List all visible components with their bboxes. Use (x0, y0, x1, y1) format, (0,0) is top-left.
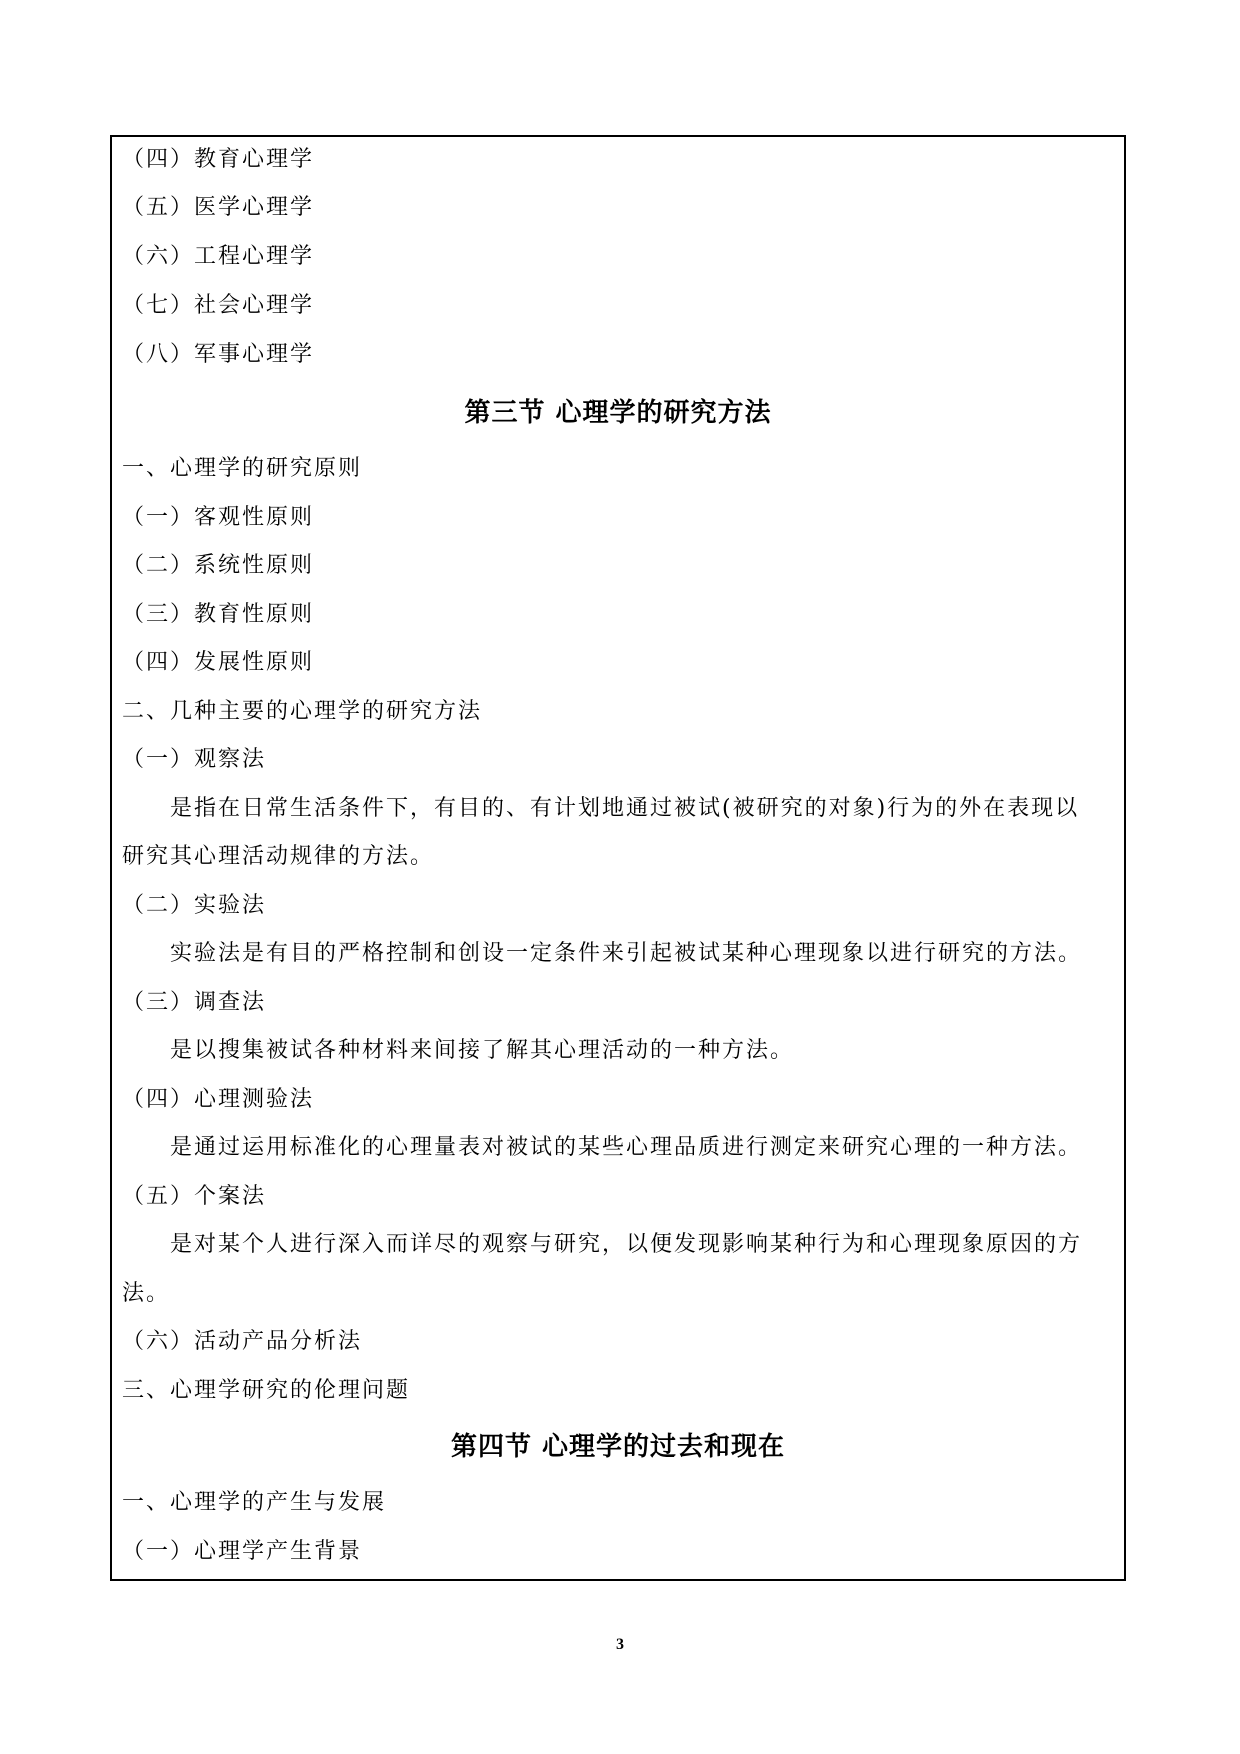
subsection-item: （八）军事心理学 (122, 342, 315, 367)
page-number: 3 (616, 1636, 624, 1653)
paragraph-text: 是指在日常生活条件下，有目的、有计划地通过被试(被研究的对象)行为的外在表现以 (170, 796, 1080, 821)
subsection-item: （二）实验法 (122, 893, 267, 918)
subsection-item: （七）社会心理学 (122, 293, 315, 318)
topic-heading: 三、心理学研究的伦理问题 (122, 1378, 411, 1403)
subsection-item: （一）客观性原则 (122, 505, 315, 530)
subsection-item: （一）心理学产生背景 (122, 1539, 363, 1564)
topic-heading: 一、心理学的研究原则 (122, 456, 363, 481)
paragraph-text: 是通过运用标准化的心理量表对被试的某些心理品质进行测定来研究心理的一种方法。 (170, 1135, 1083, 1160)
subsection-item: （四）发展性原则 (122, 650, 315, 675)
section-heading-3: 第三节 心理学的研究方法 (464, 398, 772, 428)
subsection-item: （三）调查法 (122, 990, 267, 1015)
topic-heading: 二、几种主要的心理学的研究方法 (122, 699, 483, 724)
subsection-item: （四）心理测验法 (122, 1087, 315, 1112)
subsection-item: （四）教育心理学 (122, 147, 315, 172)
paragraph-text: 法。 (122, 1281, 171, 1306)
subsection-item: （五）医学心理学 (122, 195, 315, 220)
paragraph-text: 研究其心理活动规律的方法。 (122, 844, 435, 869)
subsection-item: （五）个案法 (122, 1184, 267, 1209)
paragraph-text: 实验法是有目的严格控制和创设一定条件来引起被试某种心理现象以进行研究的方法。 (170, 941, 1083, 966)
section-heading-4: 第四节 心理学的过去和现在 (450, 1432, 786, 1462)
paragraph-text: 是以搜集被试各种材料来间接了解其心理活动的一种方法。 (170, 1038, 795, 1063)
subsection-item: （二）系统性原则 (122, 553, 315, 578)
subsection-item: （三）教育性原则 (122, 602, 315, 627)
paragraph-text: 是对某个人进行深入而详尽的观察与研究，以便发现影响某种行为和心理现象原因的方 (170, 1232, 1083, 1257)
subsection-item: （一）观察法 (122, 747, 267, 772)
subsection-item: （六）工程心理学 (122, 244, 315, 269)
subsection-item: （六）活动产品分析法 (122, 1329, 363, 1354)
topic-heading: 一、心理学的产生与发展 (122, 1490, 387, 1515)
